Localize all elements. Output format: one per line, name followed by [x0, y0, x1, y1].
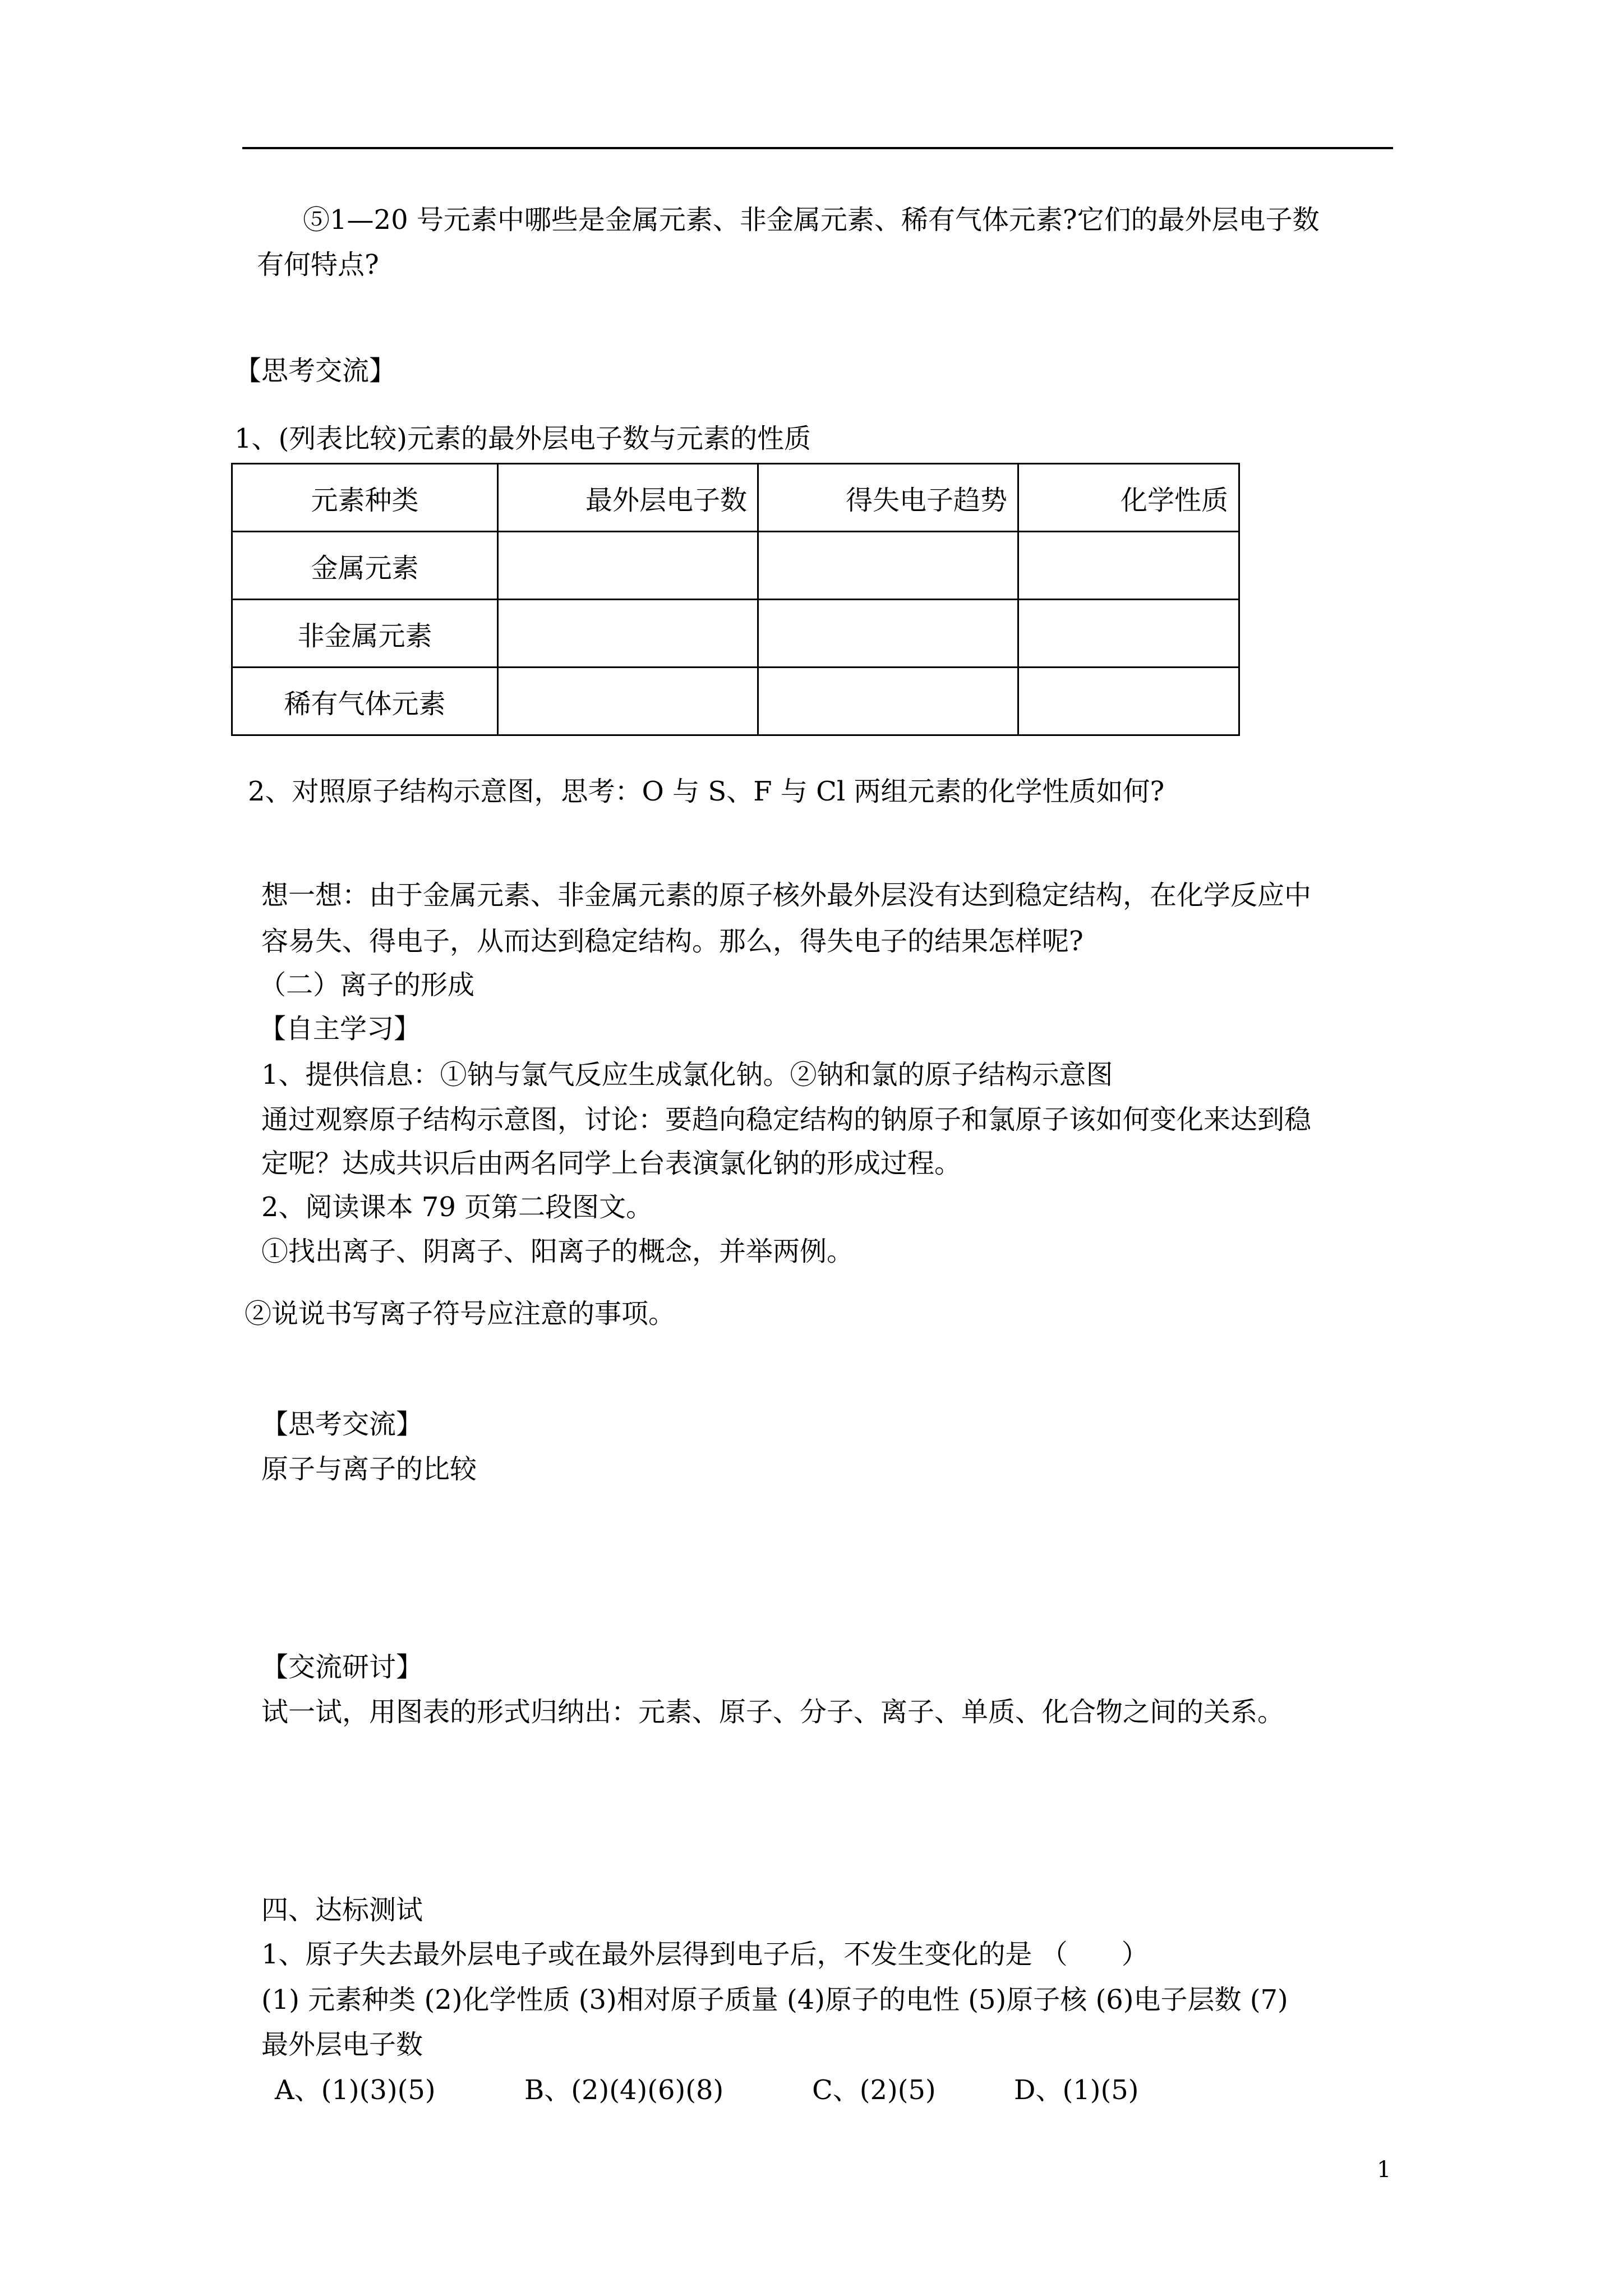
test-question-1-options-line1: (1) 元素种类 (2)化学性质 (3)相对原子质量 (4)原子的电性 (5)原子核 (6)电子层数 (7): [261, 1984, 1288, 2016]
section-heading-test: 四、达标测试: [261, 1894, 423, 1926]
table-cell-empty: [1018, 600, 1239, 668]
self-study-item-1-desc-line2: 定呢？达成共识后由两名同学上台表演氯化钠的形成过程。: [261, 1148, 962, 1179]
self-study-item-2-sub-2: ②说说书写离子符号应注意的事项。: [245, 1298, 676, 1329]
table-header-row: [232, 464, 1239, 532]
section-heading-think-1: 【思考交流】: [234, 355, 396, 386]
section-heading-think-2: 【思考交流】: [261, 1409, 423, 1440]
table-header-cell: 化学性质: [1018, 464, 1239, 532]
atom-ion-comparison-text: 原子与离子的比较: [261, 1453, 477, 1485]
element-comparison-table: [231, 463, 1240, 736]
subsection-ion-formation: （二）离子的形成: [259, 969, 475, 1001]
table-cell-empty: [498, 600, 758, 668]
self-study-item-2-sub-1: ①找出离子、阴离子、阳离子的概念，并举两例。: [261, 1236, 854, 1267]
test-question-1-choice-a: A、(1)(3)(5): [275, 2074, 436, 2106]
table-row: [232, 668, 1239, 735]
table-header-cell: 元素种类: [232, 464, 498, 532]
table-row-label: 非金属元素: [232, 600, 498, 668]
discuss-text: 试一试，用图表的形式归纳出：元素、原子、分子、离子、单质、化合物之间的关系。: [261, 1696, 1285, 1728]
page-number: 1: [1377, 2157, 1391, 2183]
intro-question-line2: 有何特点?: [257, 249, 379, 280]
table-cell-empty: [758, 532, 1018, 600]
table-cell-empty: [498, 668, 758, 735]
section-heading-discuss: 【交流研讨】: [261, 1651, 423, 1683]
table-row: [232, 600, 1239, 668]
table-cell-empty: [758, 600, 1018, 668]
table-row-label: 金属元素: [232, 532, 498, 600]
question-2: 2、对照原子结构示意图，思考：O 与 S、F 与 Cl 两组元素的化学性质如何?: [248, 776, 1165, 807]
test-question-1-choice-c: C、(2)(5): [812, 2074, 936, 2106]
section-heading-self-study: 【自主学习】: [259, 1013, 421, 1045]
table-row-label: 稀有气体元素: [232, 668, 498, 735]
header-rule: [242, 147, 1393, 149]
intro-question-line1: ⑤1—20 号元素中哪些是金属元素、非金属元素、稀有气体元素?它们的最外层电子数: [303, 204, 1320, 236]
self-study-item-1: 1、提供信息：①钠与氯气反应生成氯化钠。②钠和氯的原子结构示意图: [261, 1059, 1113, 1091]
table-cell-empty: [498, 532, 758, 600]
question-1-title: 1、(列表比较)元素的最外层电子数与元素的性质: [234, 423, 811, 454]
table-header-cell: 最外层电子数: [498, 464, 758, 532]
think-more-line1: 想一想：由于金属元素、非金属元素的原子核外最外层没有达到稳定结构，在化学反应中: [261, 880, 1312, 911]
test-question-1-choice-d: D、(1)(5): [1014, 2074, 1139, 2106]
test-question-1-options-line2: 最外层电子数: [261, 2029, 423, 2060]
table-row: [232, 532, 1239, 600]
table-cell-empty: [1018, 668, 1239, 735]
test-question-1-choice-b: B、(2)(4)(6)(8): [524, 2074, 724, 2106]
think-more-line2: 容易失、得电子，从而达到稳定结构。那么，得失电子的结果怎样呢?: [261, 926, 1083, 957]
table-cell-empty: [1018, 532, 1239, 600]
self-study-item-1-desc-line1: 通过观察原子结构示意图，讨论：要趋向稳定结构的钠原子和氯原子该如何变化来达到稳: [261, 1104, 1312, 1135]
self-study-item-2: 2、阅读课本 79 页第二段图文。: [261, 1191, 653, 1223]
table-cell-empty: [758, 668, 1018, 735]
table-header-cell: 得失电子趋势: [758, 464, 1018, 532]
test-question-1-stem: 1、原子失去最外层电子或在最外层得到电子后，不发生变化的是 （ ）: [261, 1939, 1149, 1970]
